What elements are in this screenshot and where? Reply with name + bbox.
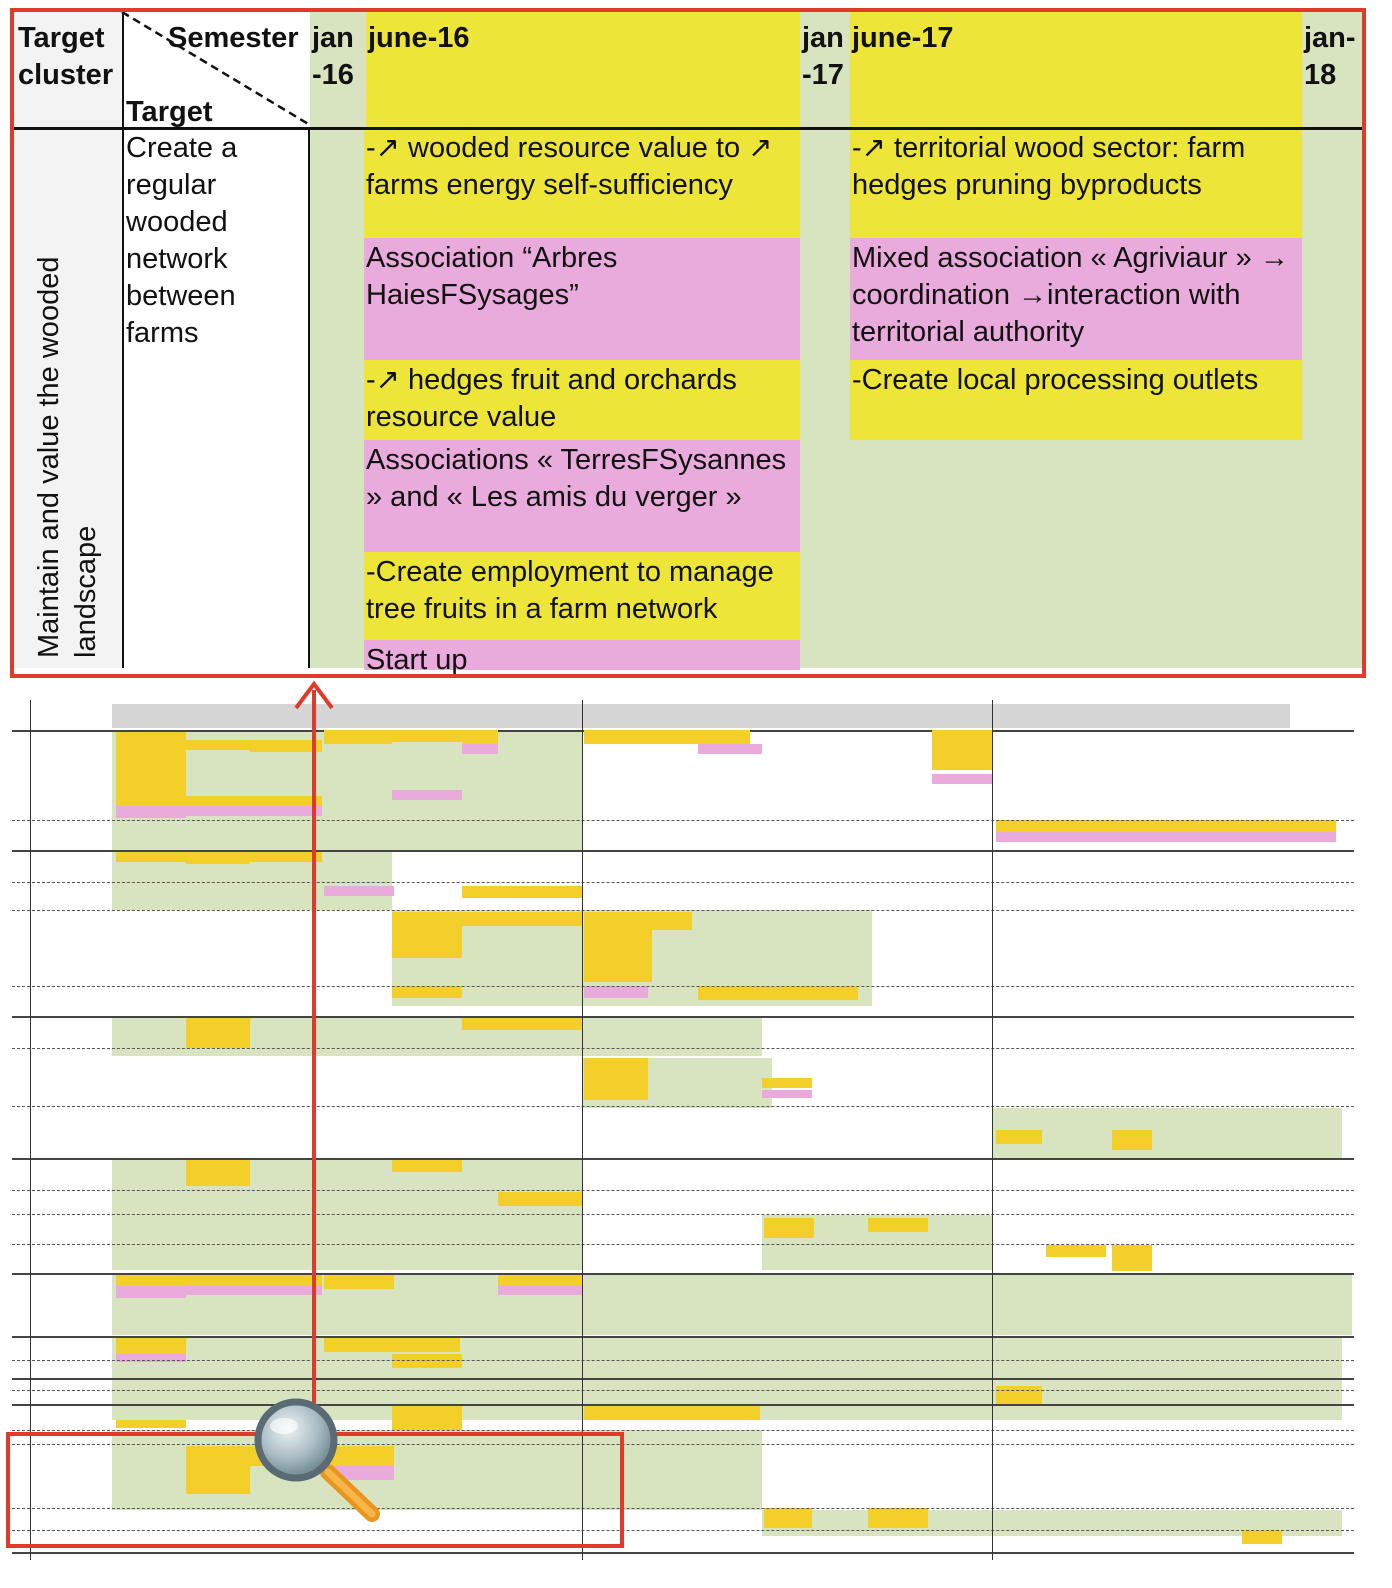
ov-row-separator bbox=[12, 820, 1354, 821]
ov-item bbox=[392, 730, 462, 742]
ov-item bbox=[762, 1090, 812, 1098]
ov-row-separator bbox=[12, 882, 1354, 883]
june17-item-2: Mixed association « Agriviaur » → coordination →interaction with territorial authority bbox=[850, 238, 1302, 360]
ov-item bbox=[996, 1130, 1042, 1144]
ov-item bbox=[584, 986, 648, 998]
ov-year-divider bbox=[582, 700, 583, 1560]
cluster-cell bbox=[14, 130, 122, 666]
target-divider bbox=[308, 127, 310, 668]
ov-row-separator bbox=[12, 1430, 1354, 1431]
cluster-label: Maintain and value the wooded landscape bbox=[33, 256, 102, 658]
header-target-cluster: Target cluster bbox=[18, 22, 114, 91]
ov-bottom-line bbox=[12, 1552, 1354, 1554]
ov-item bbox=[186, 1018, 250, 1048]
jan17-column-bg bbox=[800, 12, 850, 668]
ov-item bbox=[868, 1218, 928, 1232]
ov-item bbox=[698, 986, 858, 1000]
header-semester: Semester bbox=[168, 22, 299, 54]
ov-item bbox=[996, 820, 1336, 832]
ov-row-separator bbox=[12, 1390, 1354, 1391]
ov-item bbox=[392, 912, 462, 958]
ov-item bbox=[498, 1275, 582, 1285]
jan16-column-bg bbox=[310, 12, 366, 668]
ov-item bbox=[116, 732, 186, 816]
ov-item bbox=[996, 1386, 1042, 1406]
ov-cluster-separator bbox=[12, 1378, 1354, 1380]
ov-item bbox=[462, 886, 582, 898]
ov-band bbox=[992, 1108, 1342, 1158]
ov-row-separator bbox=[12, 910, 1354, 911]
june16-item-3: -↗ hedges fruit and orchards resource value bbox=[364, 360, 800, 440]
ov-col-divider bbox=[30, 700, 31, 1560]
header-period-jan17: jan -17 bbox=[802, 22, 844, 91]
ov-item bbox=[116, 1286, 186, 1298]
ov-row-separator bbox=[12, 1244, 1354, 1245]
ov-item bbox=[498, 1285, 582, 1295]
june16-item-5: -Create employment to manage tree fruits in a farm network bbox=[364, 552, 800, 640]
ov-item bbox=[932, 774, 992, 784]
june16-item-4: Associations « TerresFSysannes » and « Les amis du verger » bbox=[364, 440, 800, 552]
ov-item bbox=[392, 1406, 462, 1430]
ov-item bbox=[584, 730, 750, 744]
ov-year-divider bbox=[992, 700, 993, 1560]
june17-item-3: -Create local processing outlets bbox=[850, 360, 1302, 440]
ov-item bbox=[1046, 1245, 1106, 1257]
ov-item bbox=[462, 744, 498, 754]
ov-item bbox=[1112, 1245, 1152, 1271]
ov-item bbox=[1242, 1530, 1282, 1544]
header-diagonal-divider bbox=[120, 12, 312, 127]
ov-item bbox=[186, 852, 250, 864]
header-period-june17: june-17 bbox=[852, 22, 954, 54]
june16-item-1: -↗ wooded resource value to ↗ farms energy self-sufficiency bbox=[364, 130, 800, 238]
ov-item bbox=[996, 832, 1336, 842]
ov-cluster-separator bbox=[12, 850, 1354, 852]
ov-item bbox=[392, 986, 462, 998]
june17-item-1: -↗ territorial wood sector: farm hedges pruning byproducts bbox=[850, 130, 1302, 238]
ov-item bbox=[1112, 1130, 1152, 1150]
ov-cluster-separator bbox=[12, 1273, 1354, 1275]
overview-chart bbox=[12, 700, 1354, 1560]
ov-band bbox=[112, 1160, 582, 1270]
ov-row-separator bbox=[12, 1214, 1354, 1215]
ov-row-separator bbox=[12, 1106, 1354, 1107]
ov-item bbox=[698, 744, 762, 754]
ov-item bbox=[868, 1508, 928, 1528]
ov-row-separator bbox=[12, 1048, 1354, 1049]
ov-item bbox=[392, 1160, 462, 1172]
ov-item bbox=[186, 1160, 250, 1186]
ov-item bbox=[932, 730, 992, 770]
ov-item bbox=[764, 1508, 812, 1528]
ov-item bbox=[392, 1354, 462, 1368]
ov-row-separator bbox=[12, 1190, 1354, 1191]
header-period-jan16: jan -16 bbox=[312, 22, 354, 91]
ov-item bbox=[584, 1406, 760, 1420]
ov-cluster-separator bbox=[12, 1158, 1354, 1160]
header-period-june16: june-16 bbox=[368, 22, 470, 54]
june16-item-6: Start up bbox=[364, 640, 800, 670]
ov-item bbox=[462, 1016, 582, 1030]
overview-header bbox=[112, 704, 1290, 728]
zoom-arrow bbox=[290, 676, 340, 1466]
june16-item-2: Association “Arbres HaiesFSysages” bbox=[364, 238, 800, 360]
jan18-column-bg bbox=[1302, 12, 1366, 668]
ov-item bbox=[116, 852, 186, 862]
ov-cluster-separator bbox=[12, 1336, 1354, 1338]
target-label: Create a regular wooded network between farms bbox=[126, 132, 238, 349]
ov-item bbox=[462, 912, 582, 926]
ov-item bbox=[498, 1192, 582, 1206]
ov-cluster-separator bbox=[12, 1016, 1354, 1018]
ov-item bbox=[652, 912, 692, 930]
ov-item bbox=[762, 1078, 812, 1088]
ov-cluster-separator bbox=[12, 1404, 1354, 1406]
ov-item bbox=[116, 806, 186, 818]
ov-item bbox=[116, 1420, 186, 1428]
ov-item bbox=[584, 1058, 648, 1100]
header-period-jan18: jan- 18 bbox=[1304, 22, 1356, 91]
ov-item bbox=[764, 1218, 814, 1238]
ov-item bbox=[186, 740, 250, 750]
header-target: Target bbox=[126, 96, 213, 128]
ov-item bbox=[392, 790, 462, 800]
zoom-panel bbox=[10, 8, 1366, 678]
ov-item bbox=[324, 1338, 460, 1352]
magnifier-icon bbox=[246, 1396, 386, 1528]
ov-item bbox=[584, 912, 652, 982]
ov-row-separator bbox=[12, 986, 1354, 987]
ov-row-separator bbox=[12, 1360, 1354, 1361]
